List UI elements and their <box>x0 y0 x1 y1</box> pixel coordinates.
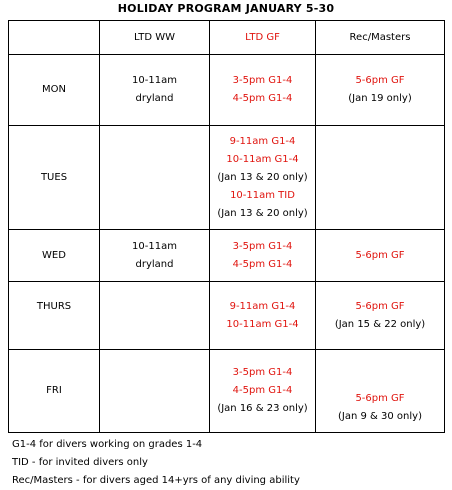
ltd-ww-cell <box>100 350 210 433</box>
session-line: 5-6pm GF <box>355 249 405 261</box>
session-line: 5-6pm GF <box>355 75 405 86</box>
rec-cell <box>316 282 445 350</box>
header-row <box>9 21 445 55</box>
day-label: FRI <box>9 350 100 433</box>
session-line: 9-11am G1-4 <box>229 300 296 312</box>
header-ltd-gf: LTD GF <box>210 21 316 55</box>
session-line: 10-11am G1-4 <box>226 153 299 165</box>
schedule-row-fri <box>9 350 445 433</box>
header-day-cell <box>9 21 100 55</box>
date-note: (Jan 13 & 20 only) <box>217 171 308 183</box>
header-rec-masters: Rec/Masters <box>316 21 445 55</box>
page-title: HOLIDAY PROGRAM JANUARY 5-30 <box>117 2 335 15</box>
date-note: (Jan 19 only) <box>348 93 412 104</box>
schedule-row-mon <box>9 55 445 126</box>
rec-cell <box>316 126 445 230</box>
ltd-gf-cell <box>210 126 316 230</box>
schedule-row-tues <box>9 126 445 230</box>
date-note: (Jan 13 & 20 only) <box>217 207 308 219</box>
legend-notes <box>12 436 300 490</box>
session-line: 4-5pm G1-4 <box>232 385 293 396</box>
rec-cell <box>316 55 445 126</box>
schedule-table <box>8 20 445 433</box>
session-line: 5-6pm GF <box>355 300 405 312</box>
ltd-ww-cell <box>100 55 210 126</box>
day-label: MON <box>9 55 100 126</box>
note-line: G1-4 for divers working on grades 1-4 <box>12 439 203 450</box>
ltd-gf-cell <box>210 55 316 126</box>
ltd-gf-cell <box>210 282 316 350</box>
rec-cell <box>316 350 445 433</box>
session-line: 4-5pm G1-4 <box>232 258 293 270</box>
date-note: (Jan 9 & 30 only) <box>338 411 422 422</box>
header-ltd-ww: LTD WW <box>100 21 210 55</box>
session-line: 10-11am G1-4 <box>226 318 299 330</box>
session-line: 10-11am <box>132 240 177 252</box>
ltd-ww-cell <box>100 282 210 350</box>
session-line: 5-6pm GF <box>355 393 405 404</box>
day-label: THURS <box>9 282 100 350</box>
date-note: (Jan 16 & 23 only) <box>217 403 308 414</box>
session-line: 10-11am <box>132 75 177 86</box>
date-note: (Jan 15 & 22 only) <box>334 318 426 330</box>
session-line: 3-5pm G1-4 <box>232 240 293 252</box>
ltd-ww-cell <box>100 126 210 230</box>
rec-cell <box>316 230 445 282</box>
session-line: 9-11am G1-4 <box>229 135 296 147</box>
schedule-row-wed <box>9 230 445 282</box>
ltd-ww-cell <box>100 230 210 282</box>
note-line: TID - for invited divers only <box>12 457 148 468</box>
schedule-row-thurs <box>9 282 445 350</box>
session-line: dryland <box>135 258 174 270</box>
session-line: 3-5pm G1-4 <box>232 75 293 86</box>
day-label: WED <box>9 230 100 282</box>
ltd-gf-cell <box>210 230 316 282</box>
session-line: 4-5pm G1-4 <box>232 93 293 104</box>
session-line: dryland <box>135 93 174 104</box>
session-line: 10-11am TID <box>230 189 295 201</box>
day-label: TUES <box>9 126 100 230</box>
session-line: 3-5pm G1-4 <box>232 367 293 378</box>
ltd-gf-cell <box>210 350 316 433</box>
note-line: Rec/Masters - for divers aged 14+yrs of any diving ability <box>12 475 300 486</box>
